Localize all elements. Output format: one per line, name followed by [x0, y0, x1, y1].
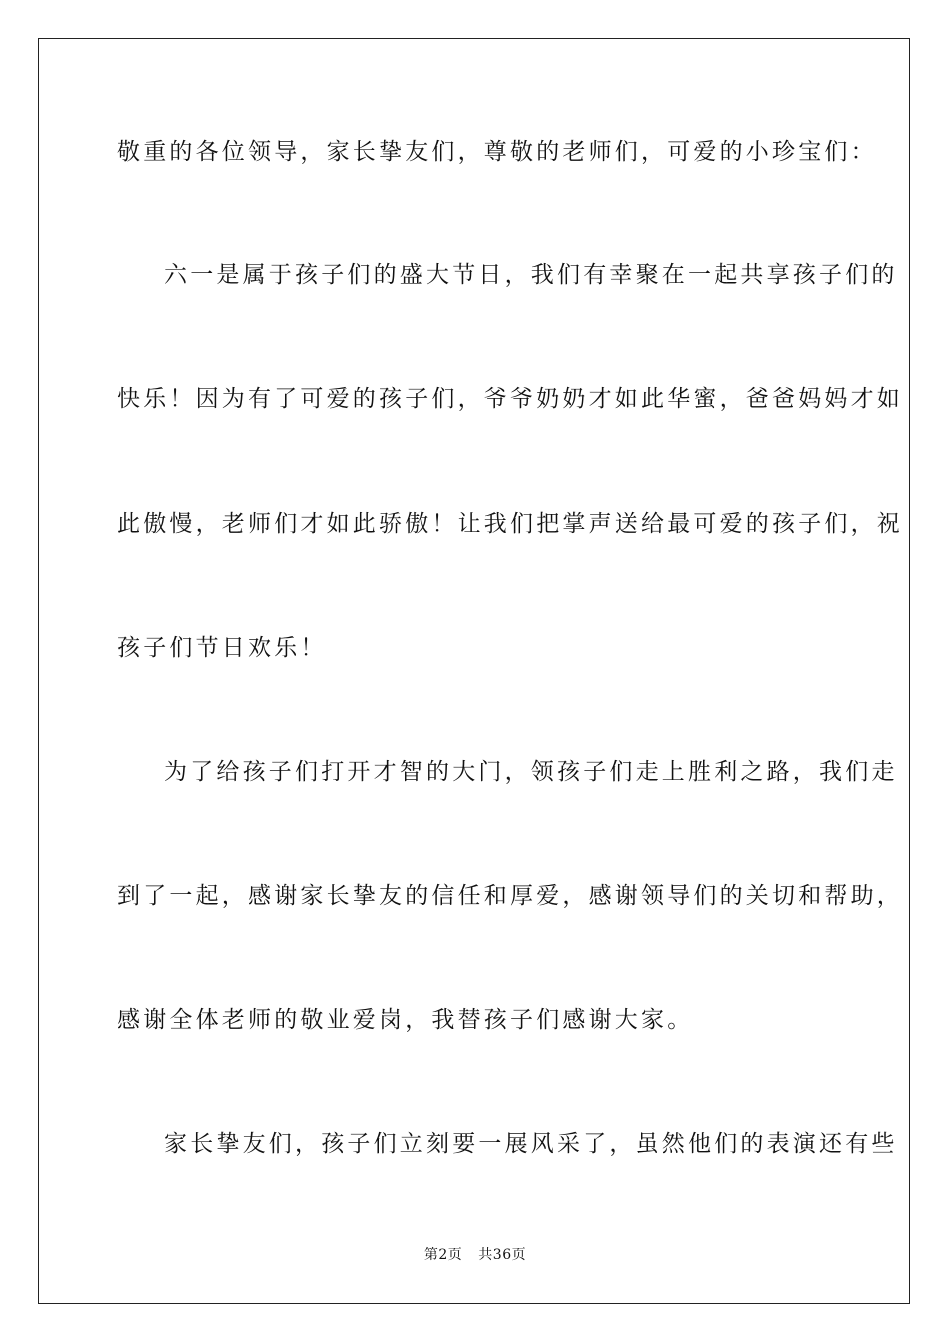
paragraph-1-line-3: 此傲慢，老师们才如此骄傲！让我们把掌声送给最可爱的孩子们，祝 [117, 511, 903, 537]
paragraph-1-line-4: 孩子们节日欢乐！ [117, 635, 327, 661]
paragraph-3-line-1: 家长挚友们，孩子们立刻要一展风采了，虽然他们的表演还有些 [164, 1131, 898, 1157]
paragraph-2-line-1: 为了给孩子们打开才智的大门，领孩子们走上胜利之路，我们走 [164, 759, 898, 785]
page-footer [0, 1245, 950, 1265]
page-number-total: 共36页 [478, 1247, 527, 1263]
paragraph-1-line-1: 六一是属于孩子们的盛大节日，我们有幸聚在一起共享孩子们的 [164, 262, 898, 288]
paragraph-2-line-2: 到了一起，感谢家长挚友的信任和厚爱，感谢领导们的关切和帮助， [117, 883, 903, 909]
page-number-current: 第2页 [423, 1247, 463, 1263]
greeting-line: 敬重的各位领导，家长挚友们，尊敬的老师们，可爱的小珍宝们： [117, 139, 877, 165]
paragraph-2-line-3: 感谢全体老师的敬业爱岗，我替孩子们感谢大家。 [117, 1007, 694, 1033]
page-border [38, 38, 910, 1304]
paragraph-1-line-2: 快乐！因为有了可爱的孩子们，爷爷奶奶才如此华蜜，爸爸妈妈才如 [117, 386, 903, 412]
